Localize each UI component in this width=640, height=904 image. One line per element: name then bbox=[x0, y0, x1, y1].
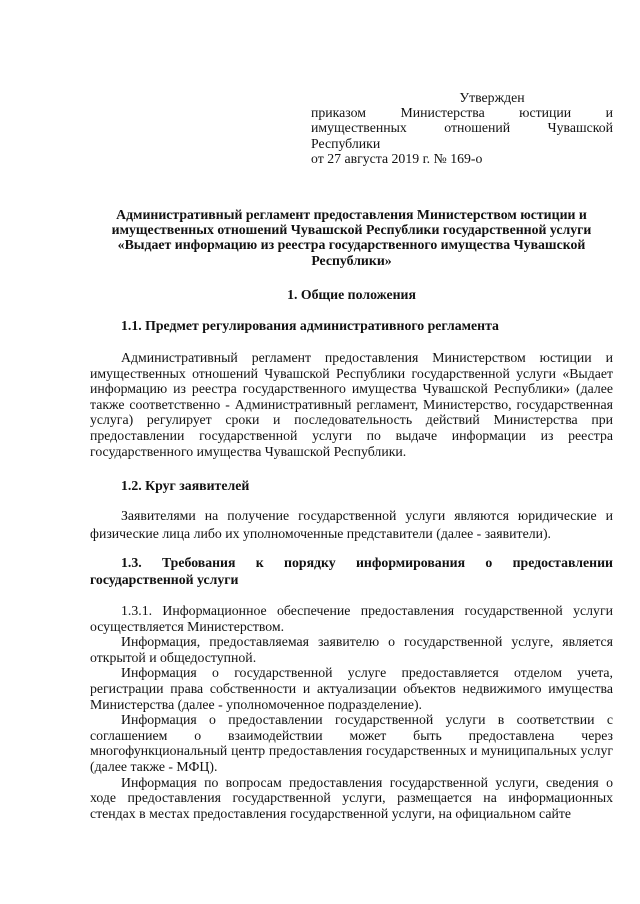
section-heading-applicants: 1.2. Круг заявителей bbox=[121, 478, 250, 493]
informing-paragraphs bbox=[90, 603, 613, 821]
approval-stamp bbox=[311, 90, 613, 166]
paragraph-text: Административный регламент предоставления Министерством юстиции и имущественных отношений Чувашской Республики государственной услуги «Выдает информацию из реестра государственного имущества Чувашской Республики» (далее также соответственно - Административный регламент, Министерство, государственная услуга) регулирует сроки и последовательность действий Министерства при предоставлении государственной услуги по выдаче информации из реестра государственного имущества Чувашской Республики. bbox=[90, 350, 613, 459]
approval-order: приказом Министерства юстиции и имущественных отношений Чувашской Республики bbox=[311, 105, 613, 151]
paragraph-applicants bbox=[90, 507, 613, 543]
paragraph-informing-4: Информация о предоставлении государственной услуги в соответствии с соглашением о взаимодействии может быть предоставлена через многофункциональный центр предоставления государственных и муниципальных услуг (далее также - МФЦ). bbox=[90, 712, 613, 774]
section-heading-subject: 1.1. Предмет регулирования административного регламента bbox=[121, 318, 499, 333]
paragraph-text: Заявителями на получение государственной услуги являются юридические и физические лица либо их уполномоченные представители (далее - заявители). bbox=[90, 508, 613, 541]
paragraph-informing-3: Информация о государственной услуге предоставляется отделом учета, регистрации права собственности и актуализации объектов недвижимого имущества Министерства (далее - уполномоченное подразделение). bbox=[90, 665, 613, 712]
section-heading-informing: 1.3. Требования к порядку информирования о предоставлении государственной услуги bbox=[90, 555, 613, 587]
approval-date: от 27 августа 2019 г. № 169-о bbox=[311, 150, 483, 166]
paragraph-subject bbox=[90, 350, 613, 459]
paragraph-informing-2: Информация, предоставляемая заявителю о государственной услуге, является открытой и общедоступной. bbox=[90, 634, 613, 665]
paragraph-informing-5: Информация по вопросам предоставления государственной услуги, сведения о ходе предоставления государственной услуги, размещается на информационных стендах в местах предоставления государственной услуги, на официальном сайте bbox=[90, 774, 613, 821]
paragraph-informing-1: 1.3.1. Информационное обеспечение предоставления государственной услуги осуществляется Министерством. bbox=[90, 603, 613, 634]
section-heading-general: 1. Общие положения bbox=[287, 287, 416, 302]
document-title: Административный регламент предоставления Министерством юстиции и имущественных отношений Чувашской Республики государственной услуги «Выдает информацию из реестра государственного имущества Чувашской Республики» bbox=[111, 207, 592, 268]
approval-title: Утвержден bbox=[459, 90, 525, 105]
